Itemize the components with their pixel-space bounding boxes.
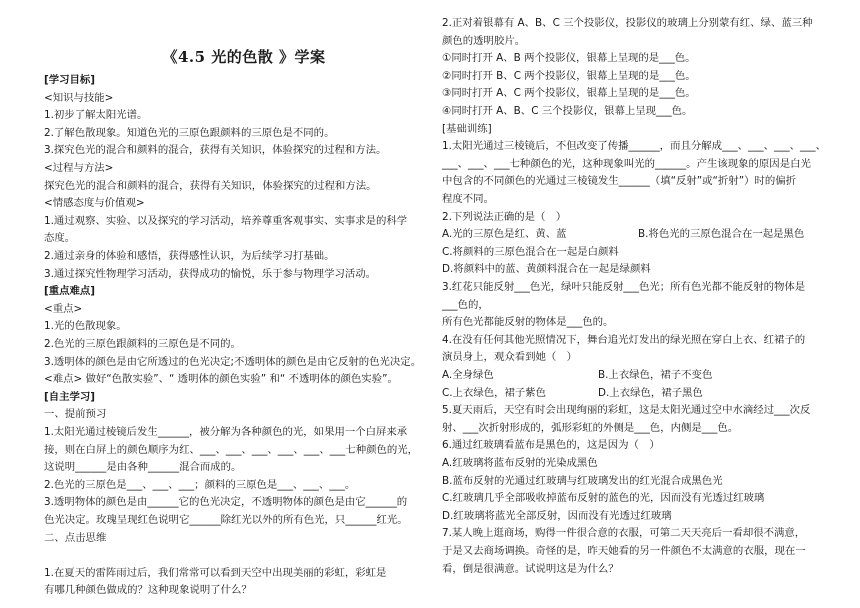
option-text: B.上衣绿色，裙子不变色 [598,369,713,381]
text-line: 3.透明物体的颜色是由______它的色光决定，不透明物体的颜色是由它______的 [44,496,408,509]
text-line: A.红玻璃将蓝布反射的光染成黑色 [442,457,598,469]
section-heading: [学习目标] [44,74,96,86]
text-line: [基础训练] [442,122,492,135]
text-line: 这说明______是由各种______混合而成的。 [44,461,242,474]
page-title: 《4.5 光的色散 》学案 [162,48,326,66]
text-line: 探究色光的混合和颜料的混合，获得有关知识，体验探究的过程和方法。 [44,179,377,192]
text-line: ___色的， [442,298,489,311]
text-line: C.红玻璃几乎全部吸收掉蓝布反射的蓝色的光，因而没有光透过红玻璃 [442,492,765,505]
text-line: 6.通过红玻璃看蓝布是黑色的，这是因为（ ） [442,439,660,452]
text-line: 1.通过观察、实验、以及探究的学习活动，培养尊重客观事实、实事求是的科学 [44,214,408,227]
text-line: 所有色光都能反射的物体是___色的。 [442,316,614,329]
option-text: A.光的三原色是红、黄、蓝 [442,228,567,241]
text-line: D.红玻璃将蓝光全部反射，因而没有光透过红玻璃 [442,509,672,522]
text-line: 接，则在白屏上的颜色顺序为红、___、___、___、___、___、___七种颜色的光， [44,443,419,456]
text-line: ②同时打开 B、C 两个投影仪，银幕上呈现的是___色。 [442,69,696,82]
text-line: ①同时打开 A、B 两个投影仪，银幕上呈现的是___色。 [442,52,696,65]
text-line: 3.红花只能反射___色光，绿叶只能反射___色光；所有色光都不能反射的物体是 [442,281,806,293]
text-line: <过程与方法> [44,162,114,174]
text-line: 2.正对着银幕有 A、B、C 三个投影仪，投影仪的玻璃上分别蒙有红、绿、蓝三种 [442,17,813,29]
text-line: <情感态度与价值观> [44,197,145,210]
text-line: 3.探究色光的混合和颜料的混合，获得有关知识，体验探究的过程和方法。 [44,144,387,157]
text-line: 2.通过亲身的体验和感悟，获得感性认识，为后续学习打基础。 [44,250,335,262]
option-text: C.上衣绿色，裙子紫色 [442,386,547,399]
text-line: 4.在没有任何其他光照情况下，舞台追光灯发出的绿光照在穿白上衣、红裙子的 [442,333,806,346]
text-line: <难点> 做好“色散实验”、“ 透明体的颜色实验” 和“ 不透明体的颜色实验”。 [44,373,398,386]
section-heading: [自主学习] [44,390,96,403]
text-line: 1.光的色散现象。 [44,320,127,333]
text-line: 2.下列说法正确的是（ ） [442,210,567,223]
text-line: ③同时打开 A、C 两个投影仪，银幕上呈现的是___色。 [442,87,696,100]
text-line: 程度不同。 [442,193,494,205]
text-line: 颜色的透明胶片。 [442,34,526,47]
text-line: 3.通过探究性物理学习活动，获得成功的愉悦，乐于参与物理学习活动。 [44,267,377,280]
text-line: 7.某人晚上逛商场，购得一件很合意的衣服，可第二天天亮后一看却很不满意， [442,527,806,540]
text-line: 2.色光的三原色跟颜料的三原色是不同的。 [44,338,241,350]
text-line: 5.夏天雨后，天空有时会出现绚丽的彩虹，这是太阳光通过空中水滴经过___次反 [442,404,811,417]
text-line: ④同时打开 A、B、C 三个投影仪，银幕上呈现___色。 [442,105,693,117]
text-line: 色光决定。玫瑰呈现红色说明它______除红光以外的所有色光，只______红光。 [44,514,408,526]
text-line: 2.了解色散现象。知道色光的三原色跟颜料的三原色是不同的。 [44,126,335,139]
text-line: B.蓝布反射的光通过红玻璃与红玻璃发出的红光混合成黑色光 [442,474,723,487]
text-line: 3.透明体的颜色是由它所透过的色光决定;不透明体的颜色是由它反射的色光决定。 [44,355,422,368]
text-line: 1.太阳光通过棱镜后发生______，被分解为各种颜色的光，如果用一个白屏来承 [44,426,408,438]
text-line: C.将颜料的三原色混合在一起是白颜料 [442,245,619,258]
option-text: B.将色光的三原色混合在一起是黑色 [638,228,805,241]
text-line: 看，倒是很满意。试说明这是为什么？ [442,562,619,575]
text-line: D.将颜料中的蓝、黄颜料混合在一起是绿颜料 [442,263,651,276]
text-line: 1.在夏天的雷阵雨过后，我们常常可以看到天空中出现美丽的彩虹，彩虹是 [44,566,387,579]
text-line: 1.太阳光通过三棱镜后，不但改变了传播______，而且分解成___、___、___、___、 [442,140,826,153]
text-line: ___、___、___七种颜色的光，这种现象叫光的______。产生该现象的原因是白光 [442,157,811,170]
option-text: D.上衣绿色，裙子黑色 [598,386,703,399]
text-line: 1.初步了解太阳光谱。 [44,109,148,122]
section-heading: [重点难点] [44,285,96,298]
text-line: 有哪几种颜色做成的？这种现象说明了什么？ [44,584,252,597]
text-line: 二、点击思维 [44,531,107,544]
text-line: 演员身上，观众看到她（ ） [442,351,578,364]
option-text: A.全身绿色 [442,369,494,381]
text-line: 于是又去商场调换。奇怪的是，昨天她看的另一件颜色不太满意的衣服，现在一 [442,545,806,557]
text-line: <重点> [44,302,83,315]
text-line: 一、提前预习 [44,408,107,421]
text-line: 态度。 [44,232,76,245]
text-line: 射、___次折射形成的，弧形彩虹的外侧是___色，内侧是___色。 [442,421,739,434]
text-line: 中包含的不同颜色的光通过三棱镜发生______（填“反射”或“折射”）时的偏折 [442,175,797,188]
text-line: <知识与技能> [44,91,114,104]
text-line: 2.色光的三原色是___、___、___；颜料的三原色是___、___、___。 [44,478,356,491]
